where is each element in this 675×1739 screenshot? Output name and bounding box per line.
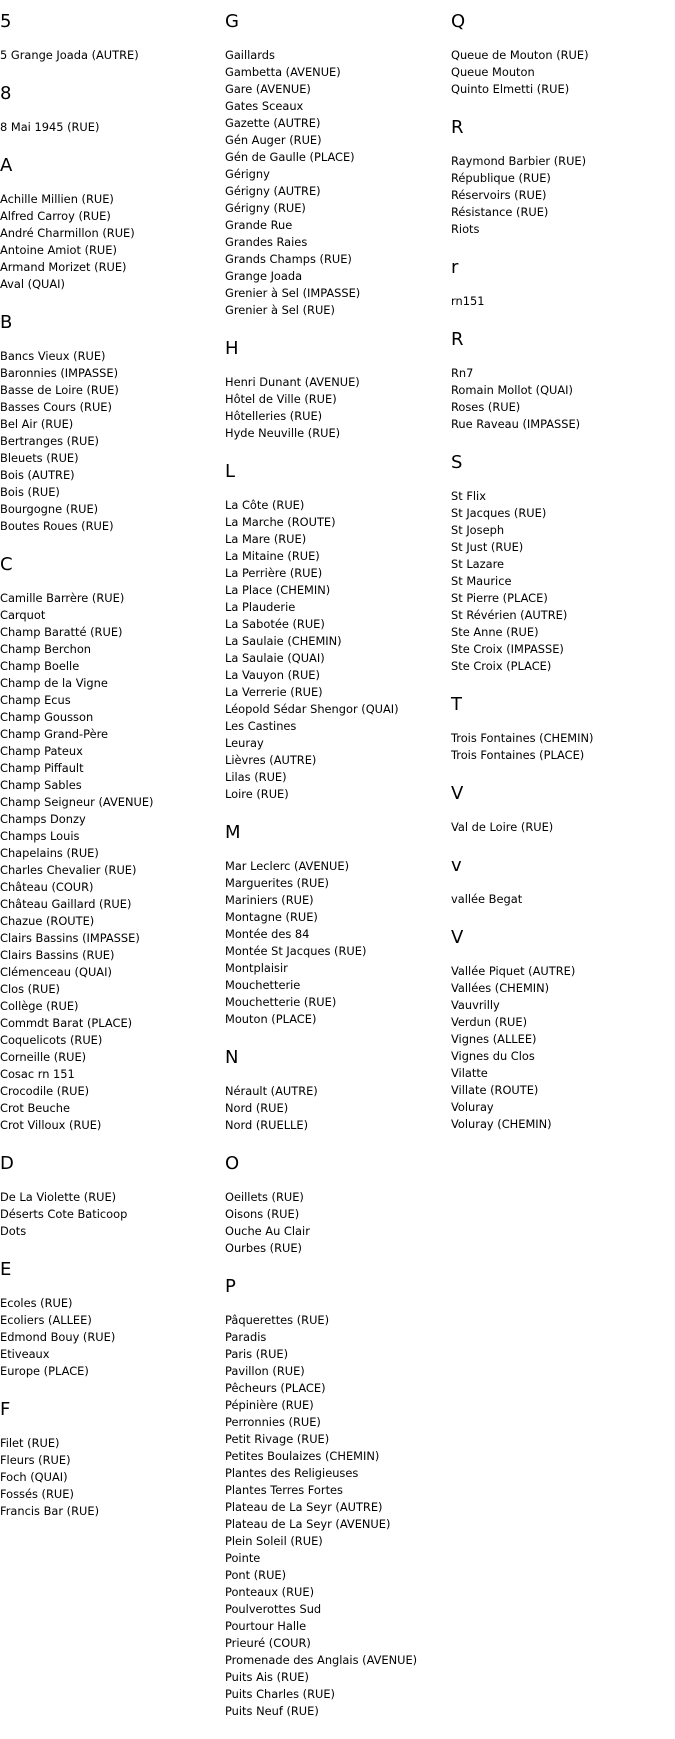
street-name: Vauvrilly [451, 998, 500, 1012]
street-name: Dots [0, 1224, 27, 1238]
street-name: St Lazare [451, 557, 505, 571]
street-name: Petit Rivage (RUE) [225, 1432, 330, 1446]
street-name: Boutes Roues (RUE) [0, 519, 114, 533]
street-list [0, 348, 220, 535]
street-name: Gén de Gaulle (PLACE) [225, 150, 355, 164]
street-name: Château (COUR) [0, 880, 94, 894]
street-list [451, 819, 671, 836]
street-list [451, 153, 671, 238]
section-letter-heading: H [225, 338, 239, 359]
street-name: La Vauyon (RUE) [225, 668, 320, 682]
street-list [225, 47, 445, 319]
letter-section [451, 452, 671, 675]
street-name: Château Gaillard (RUE) [0, 897, 132, 911]
street-name: Gérigny [225, 167, 270, 181]
street-name: Romain Mollot (QUAI) [451, 383, 573, 397]
street-name: Filet (RUE) [0, 1436, 60, 1450]
section-letter-heading: 8 [0, 83, 12, 104]
street-name: Pêcheurs (PLACE) [225, 1381, 326, 1395]
street-name: Champ Baratté (RUE) [0, 625, 123, 639]
street-list [0, 191, 220, 293]
street-name: Gaillards [225, 48, 275, 62]
street-name: La Verrerie (RUE) [225, 685, 323, 699]
street-name: Clairs Bassins (RUE) [0, 948, 115, 962]
street-name: Plantes Terres Fortes [225, 1483, 343, 1497]
street-name: Résistance (RUE) [451, 205, 549, 219]
street-name: Puits Charles (RUE) [225, 1687, 335, 1701]
section-letter-heading: M [225, 822, 241, 843]
letter-section [451, 855, 671, 908]
letter-section [0, 11, 220, 64]
street-name: Gérigny (AUTRE) [225, 184, 321, 198]
street-name: St Pierre (PLACE) [451, 591, 548, 605]
street-list [0, 47, 220, 64]
street-name: Bancs Vieux (RUE) [0, 349, 106, 363]
street-name: Marguerites (RUE) [225, 876, 329, 890]
street-name: Etiveaux [0, 1347, 50, 1361]
street-name: Pont (RUE) [225, 1568, 287, 1582]
street-list [451, 963, 671, 1133]
street-name: Ste Croix (PLACE) [451, 659, 552, 673]
street-name: Fossés (RUE) [0, 1487, 74, 1501]
street-name: Nord (RUE) [225, 1101, 289, 1115]
street-name: Chapelains (RUE) [0, 846, 99, 860]
street-name: Clairs Bassins (IMPASSE) [0, 931, 140, 945]
street-list [225, 1312, 445, 1720]
street-name: Pâquerettes (RUE) [225, 1313, 330, 1327]
street-name: Raymond Barbier (RUE) [451, 154, 587, 168]
street-name: Puits Ais (RUE) [225, 1670, 309, 1684]
street-name: Collège (RUE) [0, 999, 79, 1013]
street-name: Bertranges (RUE) [0, 434, 99, 448]
street-name: Hôtelleries (RUE) [225, 409, 323, 423]
street-name: Henri Dunant (AVENUE) [225, 375, 360, 389]
street-name: Ouche Au Clair [225, 1224, 310, 1238]
section-letter-heading: v [451, 855, 462, 876]
street-name: Les Castines [225, 719, 297, 733]
letter-section [0, 1259, 220, 1380]
section-letter-heading: R [451, 117, 464, 138]
street-list [0, 1435, 220, 1520]
street-name: Montée St Jacques (RUE) [225, 944, 367, 958]
street-name: Hôtel de Ville (RUE) [225, 392, 337, 406]
letter-section [0, 1153, 220, 1240]
letter-section [225, 1276, 445, 1720]
street-name: Roses (RUE) [451, 400, 521, 414]
street-name: Champ Seigneur (AVENUE) [0, 795, 154, 809]
street-name: Grande Rue [225, 218, 293, 232]
street-list [451, 365, 671, 433]
letter-section [451, 11, 671, 98]
street-name: De La Violette (RUE) [0, 1190, 117, 1204]
letter-section [0, 83, 220, 136]
street-name: La Sabotée (RUE) [225, 617, 325, 631]
street-name: Montagne (RUE) [225, 910, 318, 924]
street-name: St Maurice [451, 574, 512, 588]
section-letter-heading: N [225, 1047, 239, 1068]
street-name: Vignes (ALLEE) [451, 1032, 537, 1046]
index-column-1 [0, 0, 220, 1539]
street-name: Aval (QUAI) [0, 277, 65, 291]
letter-section [225, 338, 445, 442]
street-name: Nord (RUELLE) [225, 1118, 309, 1132]
street-name: Puits Neuf (RUE) [225, 1704, 319, 1718]
street-name: Rue Raveau (IMPASSE) [451, 417, 581, 431]
street-name: Trois Fontaines (PLACE) [451, 748, 585, 762]
street-name: Nérault (AUTRE) [225, 1084, 318, 1098]
section-letter-heading: S [451, 452, 463, 473]
street-name: Grange Joada [225, 269, 303, 283]
section-letter-heading: Q [451, 11, 466, 32]
street-name: Lilas (RUE) [225, 770, 287, 784]
street-name: Vignes du Clos [451, 1049, 535, 1063]
street-name: Grenier à Sel (IMPASSE) [225, 286, 361, 300]
street-name: Déserts Cote Baticoop [0, 1207, 128, 1221]
letter-section [225, 461, 445, 803]
street-list [451, 730, 671, 764]
street-list [451, 293, 671, 310]
street-name: Villate (ROUTE) [451, 1083, 539, 1097]
street-name: Vallée Piquet (AUTRE) [451, 964, 576, 978]
street-name: Antoine Amiot (RUE) [0, 243, 117, 257]
letter-section [451, 927, 671, 1133]
street-name: Riots [451, 222, 480, 236]
street-name: Gén Auger (RUE) [225, 133, 322, 147]
street-name: Ponteaux (RUE) [225, 1585, 315, 1599]
street-name: Fleurs (RUE) [0, 1453, 71, 1467]
letter-section [0, 554, 220, 1134]
letter-section [451, 329, 671, 433]
street-name: Champ Boelle [0, 659, 80, 673]
street-name: Coquelicots (RUE) [0, 1033, 103, 1047]
letter-section [451, 694, 671, 764]
street-name: vallée Begat [451, 892, 523, 906]
street-name: Champ Ecus [0, 693, 71, 707]
street-list [225, 1083, 445, 1134]
street-name: Bourgogne (RUE) [0, 502, 99, 516]
section-letter-heading: R [451, 329, 464, 350]
street-name: Crot Villoux (RUE) [0, 1118, 102, 1132]
street-list [225, 1189, 445, 1257]
street-name: Basse de Loire (RUE) [0, 383, 119, 397]
street-name: Plein Soleil (RUE) [225, 1534, 323, 1548]
street-name: Champs Louis [0, 829, 80, 843]
street-name: Grandes Raies [225, 235, 308, 249]
letter-section [225, 1153, 445, 1257]
street-name: 5 Grange Joada (AUTRE) [0, 48, 139, 62]
street-name: Champ Pateux [0, 744, 83, 758]
street-name: Ecoliers (ALLEE) [0, 1313, 92, 1327]
street-name: Oeillets (RUE) [225, 1190, 304, 1204]
street-list [451, 488, 671, 675]
street-name: Vilatte [451, 1066, 488, 1080]
street-name: La Marche (ROUTE) [225, 515, 336, 529]
street-name: La Place (CHEMIN) [225, 583, 331, 597]
street-name: St Jacques (RUE) [451, 506, 547, 520]
street-name: Trois Fontaines (CHEMIN) [451, 731, 594, 745]
street-name: St Joseph [451, 523, 505, 537]
section-letter-heading: B [0, 312, 13, 333]
street-name: St Révérien (AUTRE) [451, 608, 568, 622]
street-name: Voluray (CHEMIN) [451, 1117, 552, 1131]
street-name: Queue Mouton [451, 65, 535, 79]
street-list [0, 1189, 220, 1240]
section-letter-heading: 5 [0, 11, 12, 32]
letter-section [451, 783, 671, 836]
street-name: Voluray [451, 1100, 494, 1114]
section-letter-heading: r [451, 257, 459, 278]
street-name: Quinto Elmetti (RUE) [451, 82, 570, 96]
street-name: Verdun (RUE) [451, 1015, 528, 1029]
street-list [225, 374, 445, 442]
street-name: Champ de la Vigne [0, 676, 108, 690]
street-name: Vallées (CHEMIN) [451, 981, 550, 995]
street-list [0, 119, 220, 136]
street-name: Achille Millien (RUE) [0, 192, 114, 206]
street-name: Plateau de La Seyr (AVENUE) [225, 1517, 391, 1531]
street-name: Pavillon (RUE) [225, 1364, 305, 1378]
street-name: Montplaisir [225, 961, 288, 975]
section-letter-heading: O [225, 1153, 240, 1174]
section-letter-heading: L [225, 461, 236, 482]
street-name: Prieuré (COUR) [225, 1636, 311, 1650]
street-name: Gérigny (RUE) [225, 201, 306, 215]
street-name: Francis Bar (RUE) [0, 1504, 100, 1518]
section-letter-heading: P [225, 1276, 236, 1297]
street-list [0, 590, 220, 1134]
street-name: Rn7 [451, 366, 474, 380]
street-name: 8 Mai 1945 (RUE) [0, 120, 100, 134]
street-name: La Côte (RUE) [225, 498, 305, 512]
section-letter-heading: T [451, 694, 462, 715]
street-name: Camille Barrère (RUE) [0, 591, 125, 605]
street-name: Plateau de La Seyr (AUTRE) [225, 1500, 383, 1514]
street-list [0, 1295, 220, 1380]
street-name: Mar Leclerc (AVENUE) [225, 859, 350, 873]
street-name: Champs Donzy [0, 812, 86, 826]
street-name: Europe (PLACE) [0, 1364, 89, 1378]
letter-section [225, 1047, 445, 1134]
street-name: Alfred Carroy (RUE) [0, 209, 111, 223]
street-name: Queue de Mouton (RUE) [451, 48, 589, 62]
street-name: Gazette (AUTRE) [225, 116, 321, 130]
street-name: rn151 [451, 294, 485, 308]
section-letter-heading: E [0, 1259, 12, 1280]
letter-section [0, 312, 220, 535]
street-name: La Perrière (RUE) [225, 566, 323, 580]
street-name: Bel Air (RUE) [0, 417, 74, 431]
section-letter-heading: D [0, 1153, 14, 1174]
street-name: Paris (RUE) [225, 1347, 289, 1361]
letter-section [0, 1399, 220, 1520]
street-name: Champ Berchon [0, 642, 92, 656]
street-name: La Saulaie (QUAI) [225, 651, 325, 665]
street-name: La Mare (RUE) [225, 532, 307, 546]
street-name: Mouton (PLACE) [225, 1012, 317, 1026]
street-name: Poulverottes Sud [225, 1602, 322, 1616]
letter-section [225, 822, 445, 1028]
street-name: Gates Sceaux [225, 99, 304, 113]
street-name: La Saulaie (CHEMIN) [225, 634, 342, 648]
street-name: Armand Morizet (RUE) [0, 260, 127, 274]
street-name: Charles Chevalier (RUE) [0, 863, 137, 877]
street-name: St Flix [451, 489, 486, 503]
street-name: Champ Gousson [0, 710, 94, 724]
street-name: Bleuets (RUE) [0, 451, 79, 465]
street-name: Gare (AVENUE) [225, 82, 311, 96]
street-name: Commdt Barat (PLACE) [0, 1016, 133, 1030]
street-name: Pépinière (RUE) [225, 1398, 314, 1412]
street-name: Cosac rn 151 [0, 1067, 75, 1081]
section-letter-heading: A [0, 155, 13, 176]
street-name: Perronnies (RUE) [225, 1415, 321, 1429]
street-name: République (RUE) [451, 171, 551, 185]
letter-section [0, 155, 220, 293]
street-name: Edmond Bouy (RUE) [0, 1330, 116, 1344]
street-name: Crocodile (RUE) [0, 1084, 90, 1098]
street-name: Réservoirs (RUE) [451, 188, 547, 202]
street-name: Loire (RUE) [225, 787, 289, 801]
street-name: Hyde Neuville (RUE) [225, 426, 341, 440]
street-list [225, 858, 445, 1028]
street-name: Lièvres (AUTRE) [225, 753, 317, 767]
street-list [451, 47, 671, 98]
street-name: Mouchetterie (RUE) [225, 995, 337, 1009]
street-name: Promenade des Anglais (AVENUE) [225, 1653, 418, 1667]
street-name: Ourbes (RUE) [225, 1241, 302, 1255]
street-name: Montée des 84 [225, 927, 310, 941]
section-letter-heading: V [451, 927, 464, 948]
street-name: Ecoles (RUE) [0, 1296, 73, 1310]
street-name: La Mitaine (RUE) [225, 549, 320, 563]
index-column-3 [451, 0, 671, 1152]
street-name: Petites Boulaizes (CHEMIN) [225, 1449, 380, 1463]
street-name: Chazue (ROUTE) [0, 914, 95, 928]
section-letter-heading: G [225, 11, 239, 32]
street-name: Clémenceau (QUAI) [0, 965, 112, 979]
street-name: Champ Piffault [0, 761, 84, 775]
street-name: Léopold Sédar Shengor (QUAI) [225, 702, 399, 716]
street-list [451, 891, 671, 908]
street-name: Oisons (RUE) [225, 1207, 300, 1221]
street-name: Pointe [225, 1551, 261, 1565]
street-name: Mouchetterie [225, 978, 301, 992]
street-name: Bois (AUTRE) [0, 468, 75, 482]
street-name: Grands Champs (RUE) [225, 252, 352, 266]
street-name: Pourtour Halle [225, 1619, 307, 1633]
street-name: Ste Croix (IMPASSE) [451, 642, 564, 656]
street-name: Paradis [225, 1330, 267, 1344]
letter-section [225, 11, 445, 319]
street-name: Basses Cours (RUE) [0, 400, 112, 414]
street-name: Clos (RUE) [0, 982, 60, 996]
street-name: Foch (QUAI) [0, 1470, 68, 1484]
street-name: André Charmillon (RUE) [0, 226, 135, 240]
letter-section [451, 117, 671, 238]
street-name: Val de Loire (RUE) [451, 820, 554, 834]
street-name: Bois (RUE) [0, 485, 60, 499]
street-name: Champ Sables [0, 778, 82, 792]
street-name: Baronnies (IMPASSE) [0, 366, 119, 380]
letter-section [451, 257, 671, 310]
street-name: Champ Grand-Père [0, 727, 109, 741]
street-name: Grenier à Sel (RUE) [225, 303, 335, 317]
section-letter-heading: F [0, 1399, 11, 1420]
street-name: Plantes des Religieuses [225, 1466, 359, 1480]
street-name: Ste Anne (RUE) [451, 625, 539, 639]
street-name: Mariniers (RUE) [225, 893, 314, 907]
index-column-2 [225, 0, 445, 1739]
street-name: Corneille (RUE) [0, 1050, 87, 1064]
street-name: La Plauderie [225, 600, 296, 614]
street-name: Gambetta (AVENUE) [225, 65, 341, 79]
street-name: St Just (RUE) [451, 540, 524, 554]
street-name: Carquot [0, 608, 46, 622]
street-name: Crot Beuche [0, 1101, 70, 1115]
street-list [225, 497, 445, 803]
street-name: Leuray [225, 736, 264, 750]
section-letter-heading: C [0, 554, 13, 575]
section-letter-heading: V [451, 783, 464, 804]
